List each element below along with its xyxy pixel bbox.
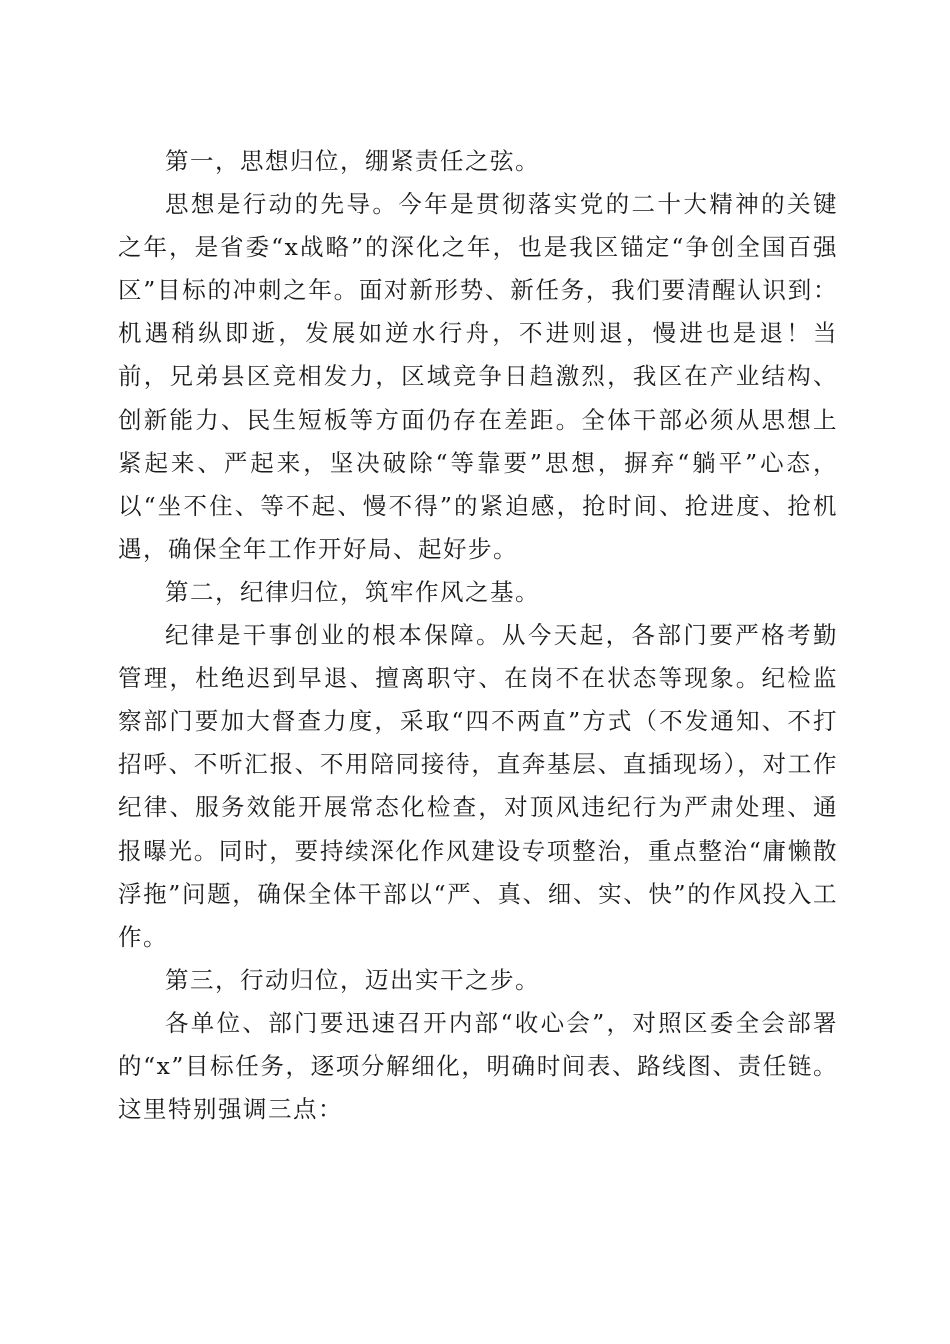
section-heading-2: 第二，纪律归位，筑牢作风之基。: [165, 577, 540, 606]
section-heading-3: 第三，行动归位，迈出实干之步。: [165, 965, 540, 994]
body-paragraph-3: 各单位、部门要迅速召开内部“收心会”，对照区委全会部署的“x”目标任务，逐项分解细化，明确时间表、路线图、责任链。这里特别强调三点：: [118, 1008, 838, 1124]
body-paragraph-2: 纪律是干事创业的根本保障。从今天起，各部门要严格考勤管理，杜绝迟到早退、擅离职守、在岗不在状态等现象。纪检监察部门要加大督查力度，采取“四不两直”方式（不发通知、不打招呼、不听汇报、不用陪同接待，直奔基层、直插现场），对工作纪律、服务效能开展常态化检查，对顶风违纪行为严肃处理、通报曝光。同时，要持续深化作风建设专项整治，重点整治“庸懒散浮拖”问题，确保全体干部以“严、真、细、实、快”的作风投入工作。: [118, 621, 838, 951]
section-heading-1: 第一，思想归位，绷紧责任之弦。: [165, 147, 540, 175]
document-body: [118, 140, 838, 1131]
body-paragraph-1: 思想是行动的先导。今年是贯彻落实党的二十大精神的关键之年，是省委“x战略”的深化之年，也是我区锚定“争创全国百强区”目标的冲刺之年。面对新形势、新任务，我们要清醒认识到：机遇稍纵即逝，发展如逆水行舟，不进则退，慢进也是退！当前，兄弟县区竞相发力，区域竞争日趋激烈，我区在产业结构、创新能力、民生短板等方面仍存在差距。全体干部必须从思想上紧起来、严起来，坚决破除“等靠要”思想，摒弃“躺平”心态，以“坐不住、等不起、慢不得”的紧迫感，抢时间、抢进度、抢机遇，确保全年工作开好局、起好步。: [118, 190, 838, 563]
